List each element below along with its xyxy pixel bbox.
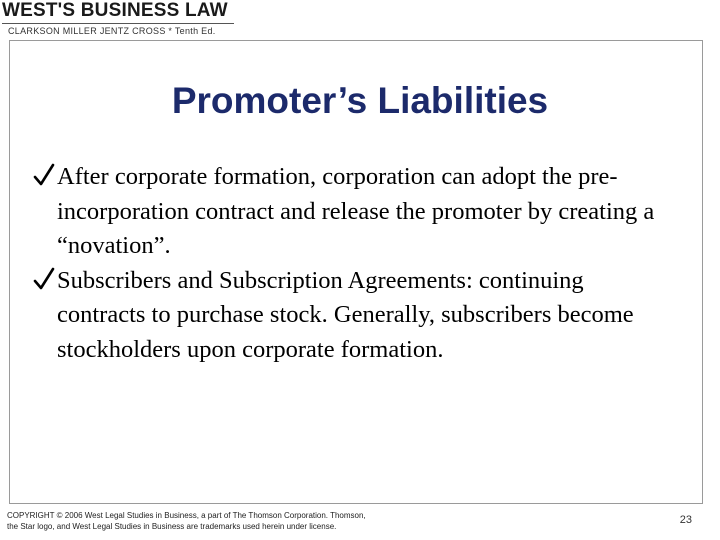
slide-title: Promoter’s Liabilities [171, 80, 549, 121]
brand-title: WEST'S BUSINESS LAW [2, 0, 234, 24]
brand-subtitle: CLARKSON MILLER JENTZ CROSS * Tenth Ed. [8, 26, 216, 36]
bullet-text: Subscribers and Subscription Agreements: continuing contracts to purchase stock. Generally, subscribers become stockholders upon corporate formation. [57, 266, 634, 363]
bullet-list [33, 160, 678, 367]
page-number: 23 [679, 514, 692, 526]
copyright-line: COPYRIGHT © 2006 West Legal Studies in Business, a part of The Thomson Corporation. Thomson, [7, 511, 366, 520]
brand-header [2, 0, 234, 37]
bullet-item [33, 264, 678, 368]
checkmark-icon [33, 266, 55, 292]
bullet-item [33, 160, 678, 264]
checkmark-icon [33, 162, 55, 188]
copyright-line: the Star logo, and West Legal Studies in Business are trademarks used herein under license. [7, 522, 337, 531]
copyright-notice [7, 510, 427, 532]
bullet-text: After corporate formation, corporation can adopt the pre-incorporation contract and release the promoter by creating a “novation”. [57, 163, 655, 259]
